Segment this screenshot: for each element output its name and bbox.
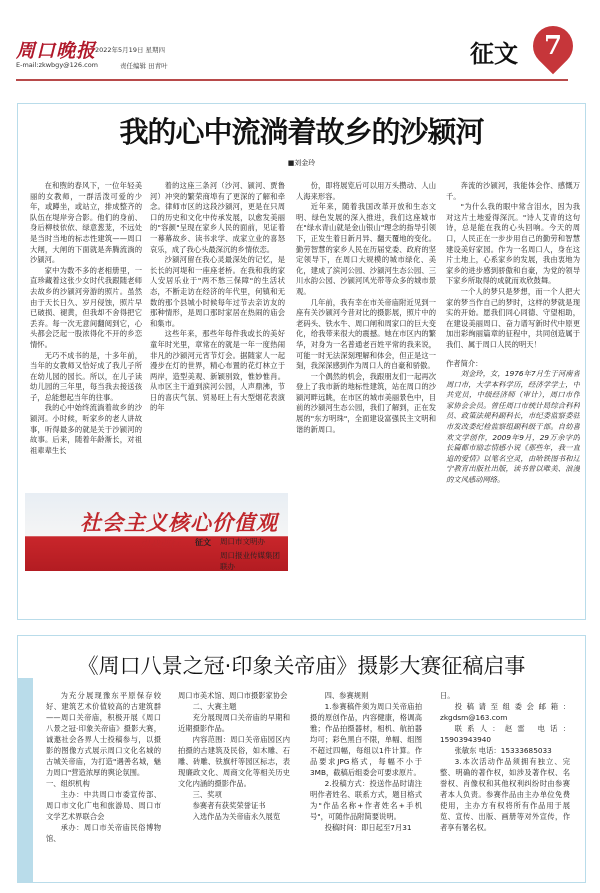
paragraph: 一、组织机构 [46,779,90,788]
paragraph: 家中为数不多的老相册里，一直珍藏着这张少女时代我跟随老师去故乡的沙颍河旁游的照片。虽然由于天长日久、岁月侵蚀，照片早已破损、褪黄，但我却不舍得把它丢弃。每一次无意间翻阅到它，心头都会泛起一股浓得化不开的乡恋情怀。 [30,265,142,349]
paragraph: 投稿时间：即日起至7月31 [324,823,412,832]
paragraph: 四、参赛规则 [324,691,369,700]
paragraph: 二、大赛主题 [192,702,237,711]
paragraph: 入选作品为关帝庙永久展览 [192,812,281,821]
notice-title: 《周口八景之冠·印象关帝庙》摄影大赛征稿启事 [77,654,526,678]
article-column-4 [446,181,580,581]
article-column-3 [296,181,436,611]
notice-column-2 [178,690,290,875]
banner-sub: 引我前行 [140,539,180,550]
banner-slogan: 社会主义核心价值观 [80,510,278,535]
newspaper-logo: 周口晚报 [16,40,97,62]
paragraph: 这些年来，那些年每件我或长的美好童年时光里，章常在的就是一年一度热闹非凡的沙颍河元宵节灯会。据随家人一起漫步在灯的世界，精心布置的花灯林立于两岸，造型美观、新颖别致，惟妙惟肖。从市区主干道到滨河公园，人声鼎沸，节日的喜庆气氛、贸易旺上有大型烟花表演的年 [150,329,285,413]
article-title: 我的心中流淌着故乡的沙颍河 [119,115,484,149]
section-title: 征文 [470,39,518,68]
decor-strip [17,678,33,883]
paragraph: 参赛者有获奖荣誉证书 [192,801,266,810]
paragraph: 充分展现周口关帝庙的早期和近期摄影作品。 [178,713,290,733]
email: E-mail:zkwbgy@126.com [16,61,99,69]
paragraph: 承办：周口市关帝庙民俗博物馆、 [46,823,161,843]
paragraph: "为什么我的眼中常含泪水，因为我对这片土地爱得深沉。"诗人艾青的这句诗，总是能在我的心头回响。今天的周口，人民正在一步步用自己的勤劳和智慧建设美好家园。作为一名周口人，身在这片土地上，心系家乡的发展，我由衷地为家乡的进步感到骄傲和自豪，为党的领导下家乡所取得的成就而欢欣鼓舞。 [446,202,580,286]
core-values-banner [25,493,288,571]
paragraph: 三、奖项 [192,790,222,799]
paragraph: 份，即将展览后可以用万头攒动、人山人海来形容。 [296,181,436,201]
paragraph: 沙颍河留在我心灵最深处的记忆，是长长的河堤和一座座老桥。在我和我的家人安居乐业于"两不愁三保障"的生活状态，不断走访在经济的年代里，何镇和无数的那个县城小时候每年过节去亲访友的那种情形，是周口那时家居在热闹的庙会和集市。 [150,255,285,328]
author-bio: 刘金玲，女，1976年7月生于河南省周口市，大学本科学历，经济学学士，中共党员，中级经济师（审计），周口市作家协会会员。曾任周口市统计局综合科科员、政策法规科副科长，市纪委监察委驻市发改委纪检监察组副科级干部。自幼喜欢文学创作，2009年9月，29万余字的长篇都市励志情感小说《那些年，我一直追的爱情》以笔名空灵，由哈铁图书和辽宁教育出版社出版，读书曾以唯美、浪漫的文风感动网络。 [446,369,580,485]
paragraph: 2.投稿方式：投送作品时请注明作者姓名、联系方式，题目格式为"作品名称+作者姓名+手机号"，可随作品附简要说明。 [310,779,422,821]
paragraph: 一个偶然的机会，我跟朋友们一起再次登上了我市新的地标性建筑，站在周口的沙颍河畔远眺，在市区的城市美丽景色中，目前的沙颍河生态公园，我们了解到，正在发展的"东方明珠"，全面建设富强民主文明和谐的新周口。 [296,371,436,434]
paragraph: 一个人的梦只是梦想，而一个人把大家的梦当作自己的梦时，这样的梦就是现实的开始。愿我们同心同德、守望相助，在建设美丽周口、奋力谱写新时代中原更加出彩绚丽篇章的征程中，共同创造属于我们、属于周口人民的明天！ [446,286,580,349]
banner-org2: 周口报业传媒集团 联办 [220,551,280,571]
paragraph: 奔流的沙颍河，我能体会作、感慨万千。 [446,181,580,201]
paragraph: 近年来，随着我国改革开放和生态文明、绿色发展的深入推进，我们这座城市在"绿水青山就是金山银山"理念的指导引领下，正发生着日新月异、翻天覆地的变化。勤劳智慧的家乡人民在历届党委、政府的坚定领导下，在周口大规模的城市绿化、美化，建成了滨河公园、沙颍河生态公园、三川水韵公园、沙颍河风光带等众多的城市景观。 [296,202,436,296]
paragraph: 3.本次活动作品须拥有独立、完整、明确的著作权，如涉及著作权、名誉权、肖像权和其他权利纠纷时由参赛者本人负责。参赛作品由主办单位免费使用，主办方有权将所有作品用于展览、宣传、出版、画册等对外宣传，作者享有署名权。 [440,757,570,832]
article-column-2 [150,181,285,473]
paragraph: 张敏东 电话：15333685033 [454,746,552,755]
paragraph: 内容范围：周口关帝庙园区内拍摄的古建筑及民俗，如木雕、石雕、砖雕、铁旗杆等园区标志，表现廉政文化、周商文化等相关历史文化内涵的摄影作品。 [178,735,290,788]
paragraph: 为充分展现豫东平原保存较好、建筑艺术价值较高的古建筑群——周口关帝庙，积极开展《周口八景之冠·印象关帝庙》摄影大赛，诚邀社会各界人士投稿参与，以摄影的图像方式展示周口文化名城的古城关帝庙，为打造"遇善名城，魅力周口"营造浓厚的舆论氛围。 [46,691,161,777]
notice-column-3 [310,690,422,875]
paragraph: 我的心中始终流淌着故乡的沙颍河。小时候，听家乡的老人讲故事，听得最多的就是关于沙颍河的故事。后来，随着年龄渐长，对祖祖辈辈生长 [30,403,142,455]
notice-column-1 [46,690,161,875]
page-number: 7 [543,31,563,61]
notice-column-4 [440,690,570,875]
paragraph: 在和煦的春风下，一位年轻美丽的女教师，一群活泼可爱的少年，或蹲坐，或站立，排成整齐的队伍在堤岸旁合影。他们的身前、身后柳枝依依、绿意葱茏，不远处是当时当地的标志性建筑——周口大闸，大闸的下面就是奔腾流淌的沙颍河。 [30,181,142,265]
paragraph: 几年前，我有幸在市关帝庙附近见到一座有关沙颍河今昔对比的摄影展，照片中的老码头、铁水牛、周口闸和周家口的巨大变化，给我带来很大的震撼。她在市区内的繁华，对身为一名普通老百姓平常的我来说，可能一时无法深刻理解和体会，但正是这一刻，我深深感到作为周口人的自豪和骄傲。 [296,297,436,371]
paragraph: 着的这座三条河（沙河、颍河、贾鲁河）冲突的繁荣商埠有了更深的了解和牵念。律师市区的这段沙颍河，更是在只周口的历史和文化中传承发展，以愈发美丽的"容颜"呈现在家乡人民的面前，见证着一幕幕故乡、读书求学、成家立业的喜怒哀乐，成了我心头最深沉的乡情依恋。 [150,181,285,254]
paragraph: 日。 [440,691,455,700]
paragraph: 联系人：赵雷 电话：15903943940 [440,724,570,744]
bio-label: 作者简介： [446,358,483,368]
banner-org1: 周口市文明办 [220,537,265,546]
banner-tag: 征文 [195,538,211,547]
paragraph: 1.参赛稿件须为周口关帝庙拍摄的原创作品，内容健康，格调高雅；作品拍摄器材，相机、航拍器均可；彩色黑白不限，单幅、组图不超过四幅，每组以1件计算。作品要求JPG格式，每幅不小于3MB，截稿后组委会可要求原片。 [310,702,422,777]
paragraph: 周口市美术馆、周口市摄影家协会 [178,691,288,700]
byline: ■刘金玲 [287,159,316,167]
paragraph: 无巧不成书的是，十多年前，当年的女教师又恰好成了我儿子所在幼儿园的园长。所以，在儿子读幼儿园的三年里，每当我去接送孩子，总能想起当年的往事。 [30,350,142,402]
header-rule [16,79,568,81]
editor: 责任编辑 田青叶 [120,62,168,70]
article-column-1 [30,181,142,473]
paragraph: 主办：中共周口市委宣传部、周口市文化广电和旅游局、周口市文学艺术界联合会 [46,790,161,821]
paragraph: 投稿请至组委会邮箱：zkgdsm@163.com [440,702,570,722]
issue-date: 2022年5月19日 星期四 [95,46,166,54]
